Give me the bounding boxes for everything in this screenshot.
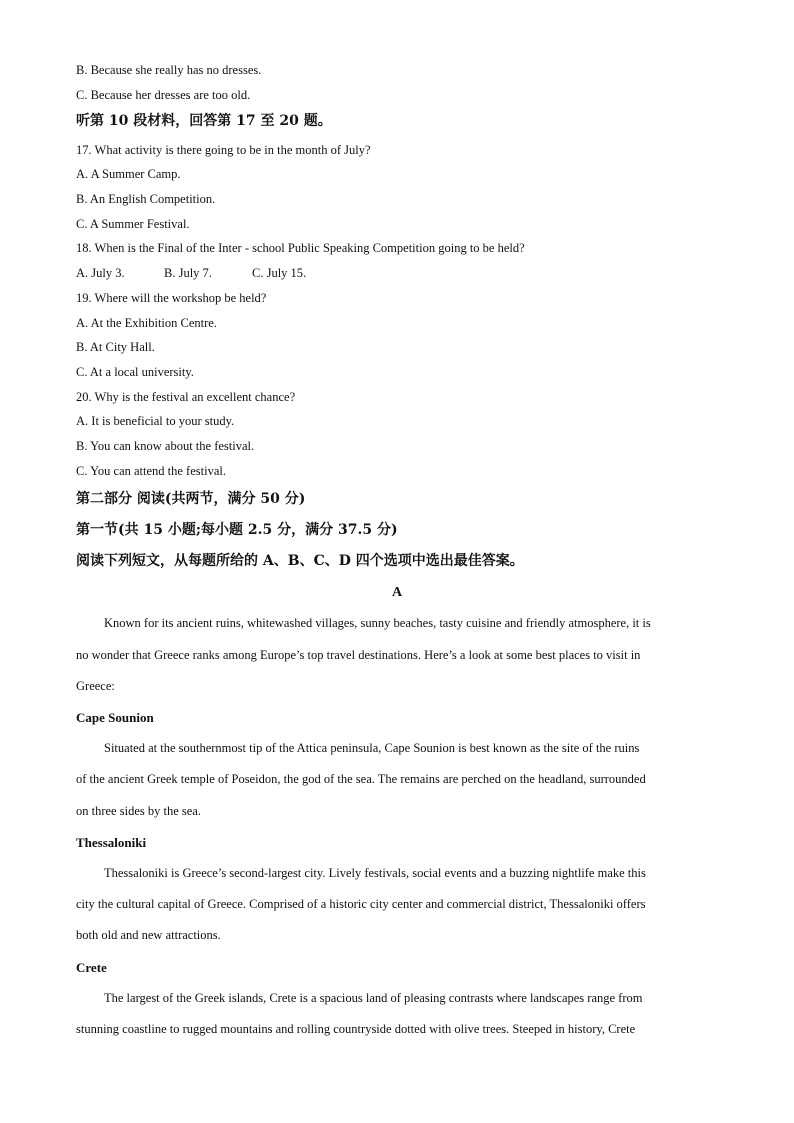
paragraph-line: of the ancient Greek temple of Poseidon, the god of the sea. The remains are perched on the headland, surrounded bbox=[76, 772, 646, 786]
paragraph-line: no wonder that Greece ranks among Europe’s top travel destinations. Here’s a look at some best places to visit in bbox=[76, 648, 641, 662]
section-instruction: 听第 10 段材料，回答第 17 至 20 题。 bbox=[76, 113, 332, 129]
paragraph-line: Thessaloniki is Greece’s second-largest city. Lively festivals, social events and a buzzing nightlife make this bbox=[104, 866, 646, 880]
question-17: 17. What activity is there going to be in the month of July? bbox=[76, 143, 371, 157]
subheading-crete: Crete bbox=[76, 960, 107, 975]
reading-instruction: 阅读下列短文，从每题所给的 A、B、C、D 四个选项中选出最佳答案。 bbox=[76, 553, 524, 569]
paragraph-line: Situated at the southernmost tip of the Attica peninsula, Cape Sounion is best known as the site of the ruins bbox=[104, 741, 640, 755]
option-b: B. July 7. bbox=[164, 266, 212, 280]
option-c: C. July 15. bbox=[252, 266, 307, 280]
option-a: A. July 3. bbox=[76, 266, 125, 280]
option-line: B. An English Competition. bbox=[76, 192, 216, 206]
option-line: A. It is beneficial to your study. bbox=[76, 414, 235, 428]
subheading-cape-sounion: Cape Sounion bbox=[76, 710, 154, 725]
question-20: 20. Why is the festival an excellent chance? bbox=[76, 390, 296, 404]
option-line: C. At a local university. bbox=[76, 365, 194, 379]
paragraph-line: Greece: bbox=[76, 679, 115, 693]
paragraph-line: stunning coastline to rugged mountains and rolling countryside dotted with olive trees. Steeped in history, Crete bbox=[76, 1022, 636, 1036]
paragraph-line: both old and new attractions. bbox=[76, 928, 221, 942]
section-heading: 第一节(共 15 小题;每小题 2.5 分，满分 37.5 分) bbox=[76, 522, 398, 538]
option-row bbox=[76, 267, 306, 280]
paragraph-line: The largest of the Greek islands, Crete is a spacious land of pleasing contrasts where landscapes range from bbox=[104, 991, 643, 1005]
option-line: C. Because her dresses are too old. bbox=[76, 88, 251, 102]
option-line: A. At the Exhibition Centre. bbox=[76, 316, 217, 330]
paragraph-line: city the cultural capital of Greece. Comprised of a historic city center and commercial district, Thessaloniki offers bbox=[76, 897, 646, 911]
question-18: 18. When is the Final of the Inter - school Public Speaking Competition going to be held? bbox=[76, 241, 525, 255]
option-line: A. A Summer Camp. bbox=[76, 167, 181, 181]
paragraph-line: on three sides by the sea. bbox=[76, 804, 201, 818]
paragraph-line: Known for its ancient ruins, whitewashed villages, sunny beaches, tasty cuisine and friendly atmosphere, it is bbox=[104, 616, 651, 630]
option-line: B. At City Hall. bbox=[76, 340, 155, 354]
option-line: B. Because she really has no dresses. bbox=[76, 63, 262, 77]
option-line: C. A Summer Festival. bbox=[76, 217, 190, 231]
passage-label: A bbox=[391, 585, 403, 600]
option-line: C. You can attend the festival. bbox=[76, 464, 226, 478]
part-heading: 第二部分 阅读(共两节，满分 50 分) bbox=[76, 491, 306, 507]
question-19: 19. Where will the workshop be held? bbox=[76, 291, 267, 305]
subheading-thessaloniki: Thessaloniki bbox=[76, 835, 147, 850]
option-line: B. You can know about the festival. bbox=[76, 439, 255, 453]
